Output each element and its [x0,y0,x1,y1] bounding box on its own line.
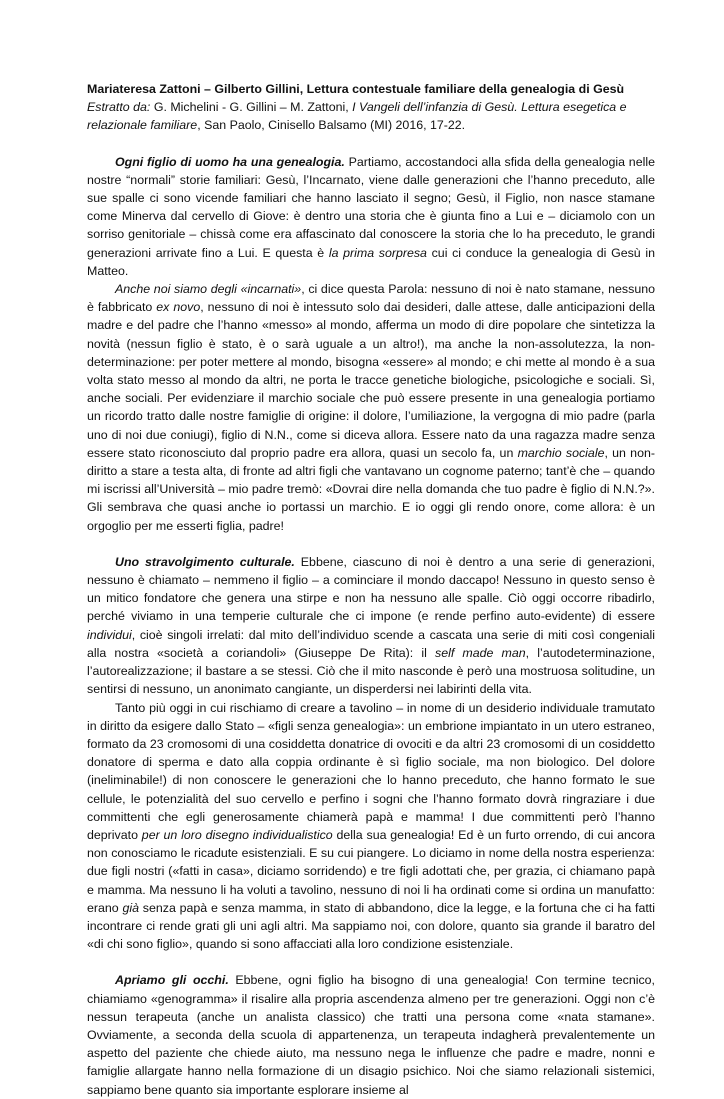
excerpt-book-title: I Vangeli dell’infanzia di Gesù. Lettura esegetica e relazionale familiare [87,100,627,133]
section-lead: Apriamo gli occhi. [115,973,229,988]
section-lead: Uno stravolgimento culturale. [115,554,295,569]
paragraph-stravolgimento: Uno stravolgimento culturale. Ebbene, ciascuno di noi è dentro a una serie di generazioni, nessuno è chiamato – nemmeno il figlio – a cominciare il mondo daccapo! Nessuno in questo senso è un mitico fondatore che genera una stirpe e non ha nessuno alle spalle. Ciò oggi occorre ribadirlo, perché viviamo in una temperie culturale che ci impone (e rende perfino auto-evidente) di essere individui, cioè singoli irrelati: dal mito dell’individuo scende a cascata una serie di miti così congeniali alla nostra «società a coriandoli» (Giuseppe De Rita): il self made man, l’autodeterminazione, l’autorealizzazione; il bastare a se stessi. Ciò che il mito nasconde è però una mostruosa solitudine, un sentirsi di nessuno, un anonimato cangiante, un disperdersi nei labirinti della vita. [87,554,656,697]
paragraph-incarnati: Anche noi siamo degli «incarnati», ci dice questa Parola: nessuno di noi è nato stamane, nessuno è fabbricato ex novo, nessuno di noi è intessuto solo dai desideri, dalle attese, dalle anticipazioni della madre e del padre che l’hanno «messo» al mondo, afferma un modo di dire popolare che sintetizza la novità (nessun figlio è stato, è o sarà uguale a un altro!), ma anche la non-assolutezza, la non-determinazione: per poter mettere al mondo, bisogna «essere» al mondo; e chi mette al mondo è a sua volta stato messo al mondo da altri, ne porta le tracce genetiche biologiche, psicologiche e sociali. Sì, anche sociali. Per evidenziare il marchio sociale che può essere presente in una genealogia portiamo un ricordo tratto dalle nostre famiglie di origine: il dolore, l’umiliazione, la vergogna di mio padre (parla uno di noi due coniugi), figlio di N.N., come si diceva allora. Essere nato da una ragazza madre senza essere stato riconosciuto dal proprio padre era allora, quasi un secolo fa, un marchio sociale, un non-diritto a stare a testa alta, di fronte ad altri figli che vantavano un cognome paterno; tant’è che – quando mi iscrissi all’Università – mio padre tremò: «Dovrai dire nella domanda che tuo padre è figlio di N.N.?». Gli sembrava che quasi anche io portassi un marchio. E io oggi gli rendo onore, come allora: è un orgoglio per me esserti figlia, padre! [87,282,655,533]
document-title: Mariateresa Zattoni – Gilberto Gillini, Lettura contestuale familiare della genealogia di Gesù [87,82,625,96]
paragraph-apriamo: Apriamo gli occhi. Ebbene, ogni figlio ha bisogno di una genealogia! Con termine tecnico, chiamiamo «genogramma» il risalire alla propria ascendenza almeno per tre generazioni. Oggi non c’è nessun terapeuta (anche un analista classico) che tratti una persona come «nata stamane». Ovviamente, a seconda della scuola di appartenenza, un terapeuta indagherà prevalentemente un aspetto del paziente che chiede aiuto, ma nessuno nega le influenze che padre e madre, nonni e famiglie allargate hanno nella formazione di un disagio psichico. Noi che siamo relazionali sistemici, sappiamo bene quanto sia importante esplorare insieme al [87,973,655,1097]
document-header [87,80,655,135]
source-citation [87,98,655,134]
excerpt-label: Estratto da: [87,100,151,115]
document-page [87,80,655,1099]
section-lead: Ogni figlio di uomo ha una genealogia. [115,154,345,169]
excerpt-authors: G. Michelini - G. Gillini – M. Zattoni, [150,100,353,115]
paragraph-tavolino: Tanto più oggi in cui rischiamo di creare a tavolino – in nome di un desiderio individuale tramutato in diritto da esigere dallo Stato – «figli senza genealogia»: un embrione impiantato in un utero estraneo, formato da 23 cromosomi di una cosiddetta donatrice di ovociti e da altri 23 cromosomi di un cosiddetto donatore di sperma e dato alla coppia ordinante è sì figlio sociale, ma non biologico. Del dolore (ineliminabile!) di non conoscere le generazioni che lo hanno preceduto, che hanno formato le sue cellule, le potenzialità del suo cervello e perfino i sogni che l’hanno formato dovrà ringraziare i due committenti che egli generosamente chiamerà papà e mamma! I due committenti però l’hanno deprivato per un loro disegno individualistico della sua genealogia! Ed è un furto orrendo, di cui ancora non conosciamo le ricadute esistenziali. E su cui piangere. Lo diciamo in nome della nostra esperienza: due figli nostri («fatti in casa», diciamo sorridendo) e tre figli adottati che, per grazia, ci chiamano papà e mamma. Ma nessuno li ha voluti a tavolino, nessuno di noi li ha ordinati come si ordina un manufatto: erano già senza papà e senza mamma, in stato di abbandono, dice la legge, e la fortuna che ci ha fatti incontrare ci rende grati gli uni agli altri. Ma sappiamo noi, con dolore, quanto sia grande il baratro del «di chi sono figlio», quando si sono affacciati alla loro condizione esistenziale. [87,700,656,952]
excerpt-publisher: , San Paolo, Cinisello Balsamo (MI) 2016, 17-22. [197,118,466,133]
paragraph-genealogia: Ogni figlio di uomo ha una genealogia. Partiamo, accostandoci alla sfida della genealogia nelle nostre “normali” storie familiari: Gesù, l’Incarnato, viene dalle generazioni che l’hanno preceduto, alle sue spalle ci sono vicende familiari che hanno lasciato il segno; Gesù, il Figlio, non nasce stamane come Minerva dal cervello di Giove: è dentro una storia che è giunta fino a Lui e – diciamolo con un sorriso genitoriale – chissà come era affascinato dal conoscere la storia che lo ha preceduto, le grandi generazioni arrivate fino a Lui. E questa è la prima sorpresa cui ci conduce la genealogia di Gesù in Matteo. [87,154,655,278]
